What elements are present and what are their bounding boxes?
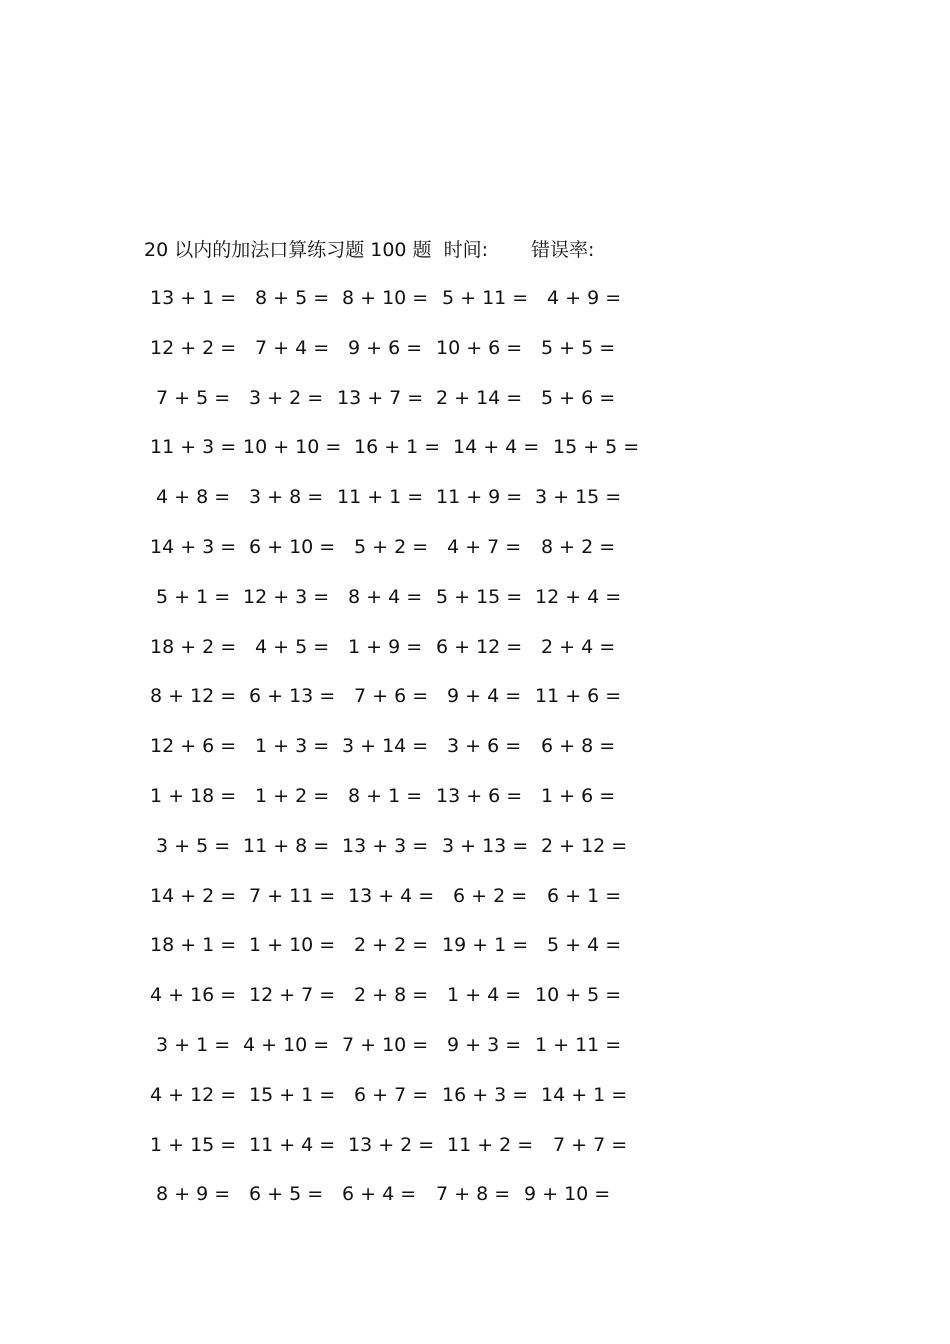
problem-14-5: 5 + 4 = xyxy=(547,934,622,957)
problem-1-2: 8 + 5 = xyxy=(255,287,330,309)
problem-7-1: 5 + 1 = xyxy=(156,585,231,608)
problem-9-3: 7 + 6 = xyxy=(354,685,429,708)
problem-6-1: 14 + 3 = xyxy=(150,536,237,558)
problem-3-4: 2 + 14 = xyxy=(436,386,523,409)
problem-11-1: 1 + 18 = xyxy=(150,785,237,807)
problem-1-4: 5 + 11 = xyxy=(442,287,529,309)
problem-10-5: 6 + 8 = xyxy=(541,735,616,758)
problem-15-4: 1 + 4 = xyxy=(447,984,522,1007)
problem-12-3: 13 + 3 = xyxy=(342,834,429,857)
problem-18-4: 11 + 2 = xyxy=(447,1133,534,1156)
problem-2-4: 10 + 6 = xyxy=(436,336,523,359)
problem-3-2: 3 + 2 = xyxy=(249,386,324,409)
problem-16-4: 9 + 3 = xyxy=(447,1034,522,1056)
problem-6-2: 6 + 10 = xyxy=(249,536,336,558)
problem-14-3: 2 + 2 = xyxy=(354,934,429,957)
problem-8-1: 18 + 2 = xyxy=(150,635,237,658)
problem-8-3: 1 + 9 = xyxy=(348,635,423,658)
problem-17-2: 15 + 1 = xyxy=(249,1083,336,1106)
problem-4-4: 14 + 4 = xyxy=(453,436,540,459)
problem-16-3: 7 + 10 = xyxy=(342,1034,429,1056)
problem-11-4: 13 + 6 = xyxy=(436,785,523,807)
problem-15-2: 12 + 7 = xyxy=(249,984,336,1007)
problem-11-2: 1 + 2 = xyxy=(255,785,330,807)
problem-16-5: 1 + 11 = xyxy=(535,1034,622,1056)
problem-9-1: 8 + 12 = xyxy=(150,685,237,708)
problem-11-5: 1 + 6 = xyxy=(541,785,616,807)
problem-5-3: 11 + 1 = xyxy=(337,486,424,509)
problem-13-1: 14 + 2 = xyxy=(150,884,237,907)
problem-18-2: 11 + 4 = xyxy=(249,1133,336,1156)
problem-3-3: 13 + 7 = xyxy=(337,386,424,409)
problem-13-5: 6 + 1 = xyxy=(547,884,622,907)
time-label: 时间: xyxy=(443,239,488,261)
problem-12-1: 3 + 5 = xyxy=(156,834,231,857)
problem-9-4: 9 + 4 = xyxy=(447,685,522,708)
problem-10-2: 1 + 3 = xyxy=(255,735,330,758)
problem-7-3: 8 + 4 = xyxy=(348,585,423,608)
problem-7-2: 12 + 3 = xyxy=(243,585,330,608)
problem-2-5: 5 + 5 = xyxy=(541,336,616,359)
title-heading: 20 以内的加法口算练习题 100 题 xyxy=(144,239,432,261)
problem-18-1: 1 + 15 = xyxy=(150,1133,237,1156)
problem-8-2: 4 + 5 = xyxy=(255,635,330,658)
problem-2-1: 12 + 2 = xyxy=(150,336,237,359)
problem-3-5: 5 + 6 = xyxy=(541,386,616,409)
problem-19-1: 8 + 9 = xyxy=(156,1183,231,1206)
problem-3-1: 7 + 5 = xyxy=(156,386,231,409)
problem-2-2: 7 + 4 = xyxy=(255,336,330,359)
problem-17-3: 6 + 7 = xyxy=(354,1083,429,1106)
problem-14-4: 19 + 1 = xyxy=(442,934,529,957)
problem-7-4: 5 + 15 = xyxy=(436,585,523,608)
problem-4-5: 15 + 5 = xyxy=(553,436,640,459)
problem-9-2: 6 + 13 = xyxy=(249,685,336,708)
problem-1-5: 4 + 9 = xyxy=(547,287,622,309)
problem-8-5: 2 + 4 = xyxy=(541,635,616,658)
problem-19-5: 9 + 10 = xyxy=(524,1183,611,1206)
problem-10-3: 3 + 14 = xyxy=(342,735,429,758)
problem-17-4: 16 + 3 = xyxy=(442,1083,529,1106)
problem-2-3: 9 + 6 = xyxy=(348,336,423,359)
problem-1-1: 13 + 1 = xyxy=(150,287,237,309)
problem-17-5: 14 + 1 = xyxy=(541,1083,628,1106)
problem-7-5: 12 + 4 = xyxy=(535,585,622,608)
problem-5-2: 3 + 8 = xyxy=(249,486,324,509)
problem-1-3: 8 + 10 = xyxy=(342,287,429,309)
problem-5-1: 4 + 8 = xyxy=(156,486,231,509)
problem-14-2: 1 + 10 = xyxy=(249,934,336,957)
problem-17-1: 4 + 12 = xyxy=(150,1083,237,1106)
problem-14-1: 18 + 1 = xyxy=(150,934,237,957)
problem-10-1: 12 + 6 = xyxy=(150,735,237,758)
problem-13-3: 13 + 4 = xyxy=(348,884,435,907)
problem-19-4: 7 + 8 = xyxy=(436,1183,511,1206)
problem-13-2: 7 + 11 = xyxy=(249,884,336,907)
problem-15-5: 10 + 5 = xyxy=(535,984,622,1007)
problem-18-5: 7 + 7 = xyxy=(553,1133,628,1156)
problem-8-4: 6 + 12 = xyxy=(436,635,523,658)
problem-12-5: 2 + 12 = xyxy=(541,834,628,857)
problem-6-3: 5 + 2 = xyxy=(354,536,429,558)
problem-10-4: 3 + 6 = xyxy=(447,735,522,758)
problem-5-5: 3 + 15 = xyxy=(535,486,622,509)
problem-15-3: 2 + 8 = xyxy=(354,984,429,1007)
problem-6-4: 4 + 7 = xyxy=(447,536,522,558)
problem-11-3: 8 + 1 = xyxy=(348,785,423,807)
problem-4-2: 10 + 10 = xyxy=(243,436,342,459)
problem-9-5: 11 + 6 = xyxy=(535,685,622,708)
problem-12-4: 3 + 13 = xyxy=(442,834,529,857)
problem-6-5: 8 + 2 = xyxy=(541,536,616,558)
problem-19-3: 6 + 4 = xyxy=(342,1183,417,1206)
problem-19-2: 6 + 5 = xyxy=(249,1183,324,1206)
problem-16-2: 4 + 10 = xyxy=(243,1034,330,1056)
problem-4-1: 11 + 3 = xyxy=(150,436,237,459)
problem-12-2: 11 + 8 = xyxy=(243,834,330,857)
problem-13-4: 6 + 2 = xyxy=(453,884,528,907)
problem-15-1: 4 + 16 = xyxy=(150,984,237,1007)
error-rate-label: 错误率: xyxy=(530,239,595,261)
problem-5-4: 11 + 9 = xyxy=(436,486,523,509)
problem-18-3: 13 + 2 = xyxy=(348,1133,435,1156)
problem-4-3: 16 + 1 = xyxy=(354,436,441,459)
problem-16-1: 3 + 1 = xyxy=(156,1034,231,1056)
